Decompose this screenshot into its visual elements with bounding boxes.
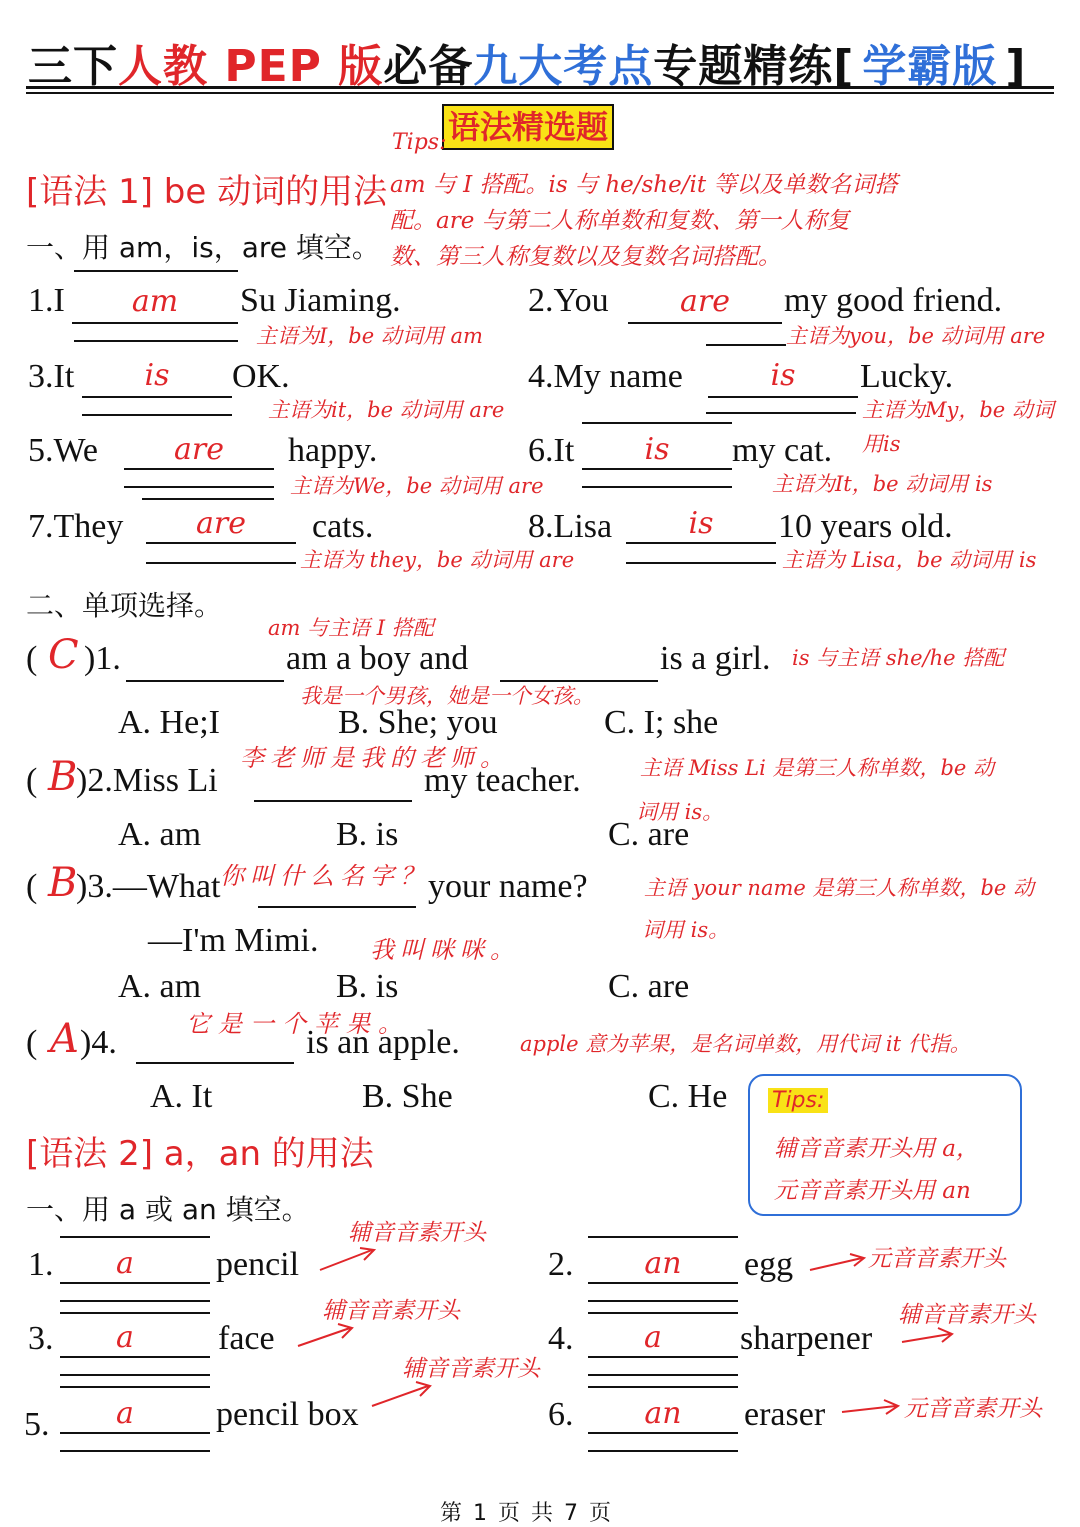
- item4-blank: [708, 396, 858, 398]
- item7-rest: cats.: [312, 508, 374, 545]
- item4-num: 4.My name: [528, 358, 683, 395]
- aan3-blank: [60, 1356, 210, 1358]
- aan2-line-b: [588, 1300, 738, 1302]
- item2-num: 2.You: [528, 282, 609, 319]
- mc3-blank: [258, 906, 416, 908]
- item2-note: 主语为you，be 动词用 are: [786, 324, 1046, 348]
- tips-label: Tips:: [392, 130, 447, 155]
- tipbox-label: Tips:: [768, 1088, 828, 1113]
- mc3-reply: —I'm Mimi.: [148, 922, 319, 959]
- aan5-blank: [60, 1432, 210, 1434]
- item5-line-b: [124, 486, 274, 488]
- aan1-blank: [60, 1282, 210, 1284]
- aan3-num: 3.: [28, 1320, 54, 1357]
- section1-part1-heading: 一、用 am，is，are 填空。: [26, 231, 380, 264]
- item6-answer: is: [644, 432, 670, 467]
- item6-line-b: [582, 486, 732, 488]
- mc1-option-c: C. I; she: [604, 704, 719, 741]
- mc1-option-a: A. He;I: [118, 704, 220, 741]
- item6-num: 6.It: [528, 432, 575, 469]
- section2-heading: [语法 2] a，an 的用法: [26, 1134, 374, 1174]
- mc2-option-b: B. is: [336, 816, 399, 853]
- item6-blank: [582, 468, 732, 470]
- item6-note: 主语为It，be 动词用 is: [772, 472, 993, 496]
- item3-line-b: [82, 414, 232, 416]
- mc1-answer: C: [48, 632, 79, 678]
- mc4-blank: [136, 1062, 294, 1064]
- mc3-open-paren: (: [26, 868, 38, 905]
- mc3-option-b: B. is: [336, 968, 399, 1005]
- aan4-note: 辅音音素开头: [898, 1302, 1036, 1328]
- item4-rest: Lucky.: [860, 358, 954, 395]
- aan4-answer: a: [644, 1320, 662, 1355]
- aan4-line-b: [588, 1374, 738, 1376]
- item8-answer: is: [688, 506, 714, 541]
- item2-blank: [628, 322, 782, 324]
- title-part3: 必备: [383, 41, 474, 92]
- aan3-line-b: [60, 1374, 210, 1376]
- title-part7: 学霸版: [862, 41, 998, 92]
- aan1-arrow-icon: [318, 1244, 378, 1274]
- aan3-note: 辅音音素开头: [322, 1298, 460, 1324]
- mc4-option-b: B. She: [362, 1078, 453, 1115]
- item1-line-b: [74, 340, 238, 342]
- aan6-note: 元音音素开头: [904, 1396, 1042, 1422]
- page-title: [28, 30, 1026, 94]
- mc2-option-c: C. are: [608, 816, 690, 853]
- aan1-answer: a: [116, 1246, 134, 1281]
- aan5-arrow-icon: [370, 1380, 434, 1410]
- aan6-answer: an: [644, 1396, 682, 1431]
- item3-blank: [82, 396, 232, 398]
- aan2-blank: [588, 1282, 738, 1284]
- mc1-end: is a girl.: [660, 640, 771, 677]
- tips-line-2: 配。are 与第二人称单数和复数、第一人称复: [390, 208, 850, 234]
- item5-num: 5.We: [28, 432, 98, 469]
- mc4-option-c: C. He: [648, 1078, 728, 1115]
- aan3-answer: a: [116, 1320, 134, 1355]
- mc1-note-right: is 与主语 she/he 搭配: [792, 646, 1005, 670]
- mc2-translation: 李老师是我的老师。: [240, 744, 510, 772]
- aan2-answer: an: [644, 1246, 682, 1281]
- mc4-option-a: A. It: [150, 1078, 213, 1115]
- aan5-answer: a: [116, 1396, 134, 1431]
- aan6-arrow-icon: [840, 1400, 902, 1420]
- item5-blank: [124, 468, 274, 470]
- aan1-top: [60, 1236, 210, 1238]
- aan4-line-c: [588, 1386, 738, 1388]
- mc3-note-right: 主语 your name 是第三人称单数，be 动: [644, 876, 1035, 900]
- aan5-word: pencil box: [216, 1396, 359, 1433]
- item3-num: 3.It: [28, 358, 75, 395]
- title-part4: 九大考点: [473, 41, 654, 92]
- mc2-option-a: A. am: [118, 816, 202, 853]
- mc2-end: my teacher.: [424, 762, 581, 799]
- item4-answer: is: [770, 358, 796, 393]
- mc3-answer: B: [48, 860, 78, 906]
- item7-answer: are: [196, 506, 246, 541]
- aan1-num: 1.: [28, 1246, 54, 1283]
- aan1-word: pencil: [216, 1246, 300, 1283]
- item8-rest: 10 years old.: [778, 508, 953, 545]
- item8-note: 主语为 Lisa，be 动词用 is: [782, 548, 1037, 572]
- tipbox-line-1: 辅音音素开头用 a，: [774, 1136, 980, 1162]
- mc4-note-right: apple 意为苹果，是名词单数，用代词 it 代指。: [520, 1032, 971, 1056]
- aan4-arrow-icon: [900, 1328, 956, 1348]
- mc2-blank: [254, 800, 412, 802]
- title-rule: [26, 86, 1054, 89]
- mc1-option-b: B. She; you: [338, 704, 498, 741]
- aan2-top: [588, 1236, 738, 1238]
- title-part1: 三下: [28, 41, 118, 92]
- tips-line-3: 数、第三人称复数以及复数名词搭配。: [390, 244, 781, 270]
- mc2-note-right: 主语 Miss Li 是第三人称单数，be 动: [640, 756, 995, 780]
- aan6-word: eraser: [744, 1396, 826, 1433]
- title-part6: [: [833, 41, 855, 92]
- mc1-num: )1.: [84, 640, 121, 677]
- heading-underline: [74, 270, 238, 272]
- page-footer: 第 1 页 共 7 页: [440, 1501, 613, 1526]
- aan4-word: sharpener: [740, 1320, 873, 1357]
- mc3-reply-note: 我叫咪咪。: [370, 936, 520, 964]
- mc1-open-paren: (: [26, 640, 38, 677]
- aan2-arrow-icon: [808, 1252, 868, 1276]
- aan2-num: 2.: [548, 1246, 574, 1283]
- aan6-line-b: [588, 1450, 738, 1452]
- mc1-note-top: am 与主语 I 搭配: [268, 616, 434, 640]
- section1-heading: [语法 1] be 动词的用法: [26, 172, 388, 212]
- aan1-line-c: [60, 1312, 210, 1314]
- item1-note: 主语为I，be 动词用 am: [256, 324, 483, 348]
- mc1-blank-1: [126, 680, 284, 682]
- section-badge: 语法精选题: [442, 104, 614, 150]
- mc4-answer: A: [50, 1016, 79, 1062]
- mc1-mid: am a boy and: [286, 640, 469, 677]
- aan6-blank: [588, 1432, 738, 1434]
- aan5-num: 5.: [24, 1406, 50, 1443]
- item5-line-c: [142, 498, 274, 500]
- item1-num: 1.I: [28, 282, 65, 319]
- mc2-answer: B: [48, 754, 78, 800]
- title-part2: 人教 PEP 版: [118, 41, 384, 92]
- item1-answer: am: [131, 284, 179, 319]
- item3-rest: OK.: [232, 358, 290, 395]
- title-part5: 专题精练: [653, 41, 834, 92]
- item2-line-b: [706, 344, 786, 346]
- item7-line-b: [146, 562, 296, 564]
- aan5-note: 辅音音素开头: [402, 1356, 540, 1382]
- item4-line-c: [706, 412, 856, 414]
- item1-blank: [72, 322, 238, 324]
- item5-rest: happy.: [288, 432, 378, 469]
- aan4-num: 4.: [548, 1320, 574, 1357]
- aan2-note: 元音音素开头: [868, 1246, 1006, 1272]
- aan2-line-c: [588, 1312, 738, 1314]
- section1-part2-heading: 二、单项选择。: [26, 589, 223, 622]
- mc2-open-paren: (: [26, 762, 38, 799]
- item5-answer: are: [174, 432, 224, 467]
- section2-part1-heading: 一、用 a 或 an 填空。: [26, 1193, 310, 1226]
- item2-rest: my good friend.: [784, 282, 1003, 319]
- mc3-end: your name?: [428, 868, 588, 905]
- mc3-option-a: A. am: [118, 968, 202, 1005]
- mc4-num: )4.: [80, 1024, 117, 1061]
- item4-note2: 用is: [862, 432, 901, 456]
- aan3-word: face: [218, 1320, 275, 1357]
- item8-line-b: [626, 562, 776, 564]
- item8-blank: [626, 542, 776, 544]
- mc4-end: is an apple.: [306, 1024, 460, 1061]
- tips-line-1: am 与 I 搭配。is 与 he/she/it 等以及单数名词搭: [390, 172, 898, 198]
- aan1-note: 辅音音素开头: [348, 1220, 486, 1246]
- mc3-translation: 你叫什么名字？: [220, 862, 430, 890]
- aan1-line-b: [60, 1300, 210, 1302]
- item3-answer: is: [144, 358, 170, 393]
- aan3-line-c: [60, 1386, 210, 1388]
- aan5-line-b: [60, 1450, 210, 1452]
- item2-answer: are: [680, 284, 730, 319]
- mc3-option-c: C. are: [608, 968, 690, 1005]
- aan3-arrow-icon: [296, 1322, 356, 1352]
- mc3-num: )3.—What: [76, 868, 221, 905]
- mc2-num: )2.Miss Li: [76, 762, 218, 799]
- item3-note: 主语为it，be 动词用 are: [268, 398, 505, 422]
- item7-num: 7.They: [28, 508, 124, 545]
- item5-note: 主语为We，be 动词用 are: [290, 474, 544, 498]
- mc3-note-right2: 词用 is。: [642, 918, 730, 942]
- mc2-note-right2: 词用 is。: [636, 800, 724, 824]
- mc1-translation: 我是一个男孩，她是一个女孩。: [300, 684, 594, 708]
- aan2-word: egg: [744, 1246, 794, 1283]
- item7-blank: [146, 542, 296, 544]
- title-rule-2: [26, 92, 1054, 94]
- aan4-blank: [588, 1356, 738, 1358]
- item6-rest: my cat.: [732, 432, 833, 469]
- item4-note: 主语为My，be 动词: [862, 398, 1054, 422]
- aan6-num: 6.: [548, 1396, 574, 1433]
- item8-num: 8.Lisa: [528, 508, 613, 545]
- item4-line-b: [582, 422, 732, 424]
- mc4-translation: 它是一个苹果。: [186, 1010, 410, 1038]
- tips-box: [748, 1074, 1022, 1216]
- title-part8: ]: [1005, 41, 1027, 92]
- mc4-open-paren: (: [26, 1024, 38, 1061]
- item1-rest: Su Jiaming.: [240, 282, 401, 319]
- tipbox-line-2: 元音音素开头用 an: [774, 1178, 971, 1204]
- item7-note: 主语为 they，be 动词用 are: [300, 548, 575, 572]
